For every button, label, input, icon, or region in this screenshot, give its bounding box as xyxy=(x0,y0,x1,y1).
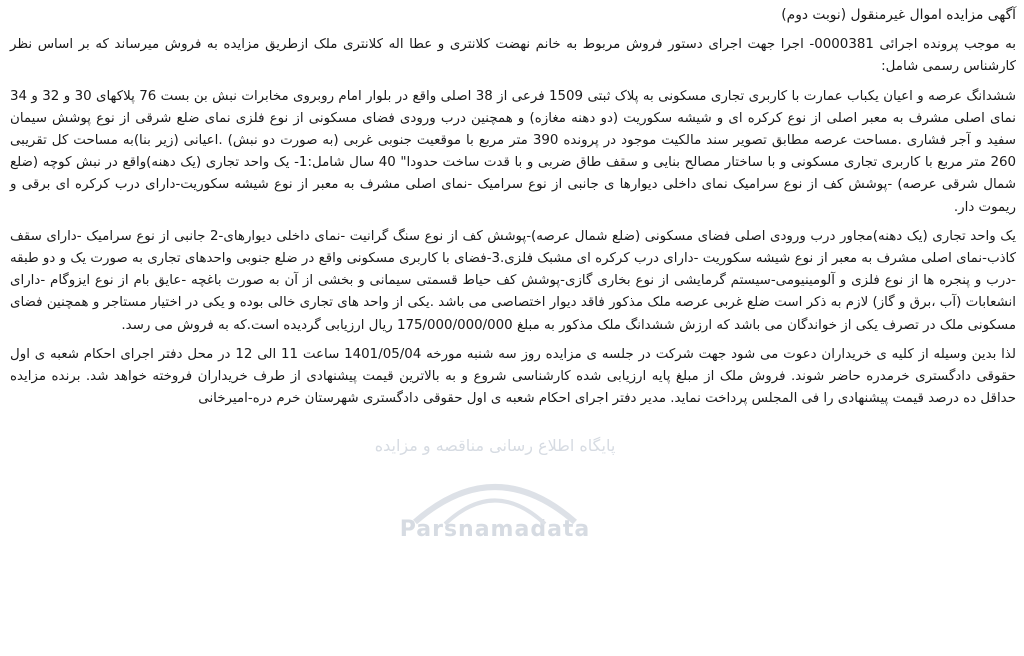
watermark-text: پایگاه اطلاع رسانی مناقصه و مزایده xyxy=(374,436,616,455)
notice-title: آگهی مزایده اموال غیرمنقول (نوبت دوم) xyxy=(781,7,1016,23)
auction-invitation-paragraph: لذا بدین وسیله از کلیه ی خریداران دعوت می شود جهت شرکت در جلسه ی مزایده روز سه شنبه مورخه 1401/05/04 ساعت 11 الی 12 در محل دفتر اجرای احکام شعبه ی اول حقوقی دادگستری خرمدره حاضر شوند. فروش ملک از مبلغ پایه ارزیابی شده کارشناسی شروع و به بالاترین قیمت پیشنهادی از طرف خریداران فروخته خواهد شد. برنده مزایده حداقل ده درصد قیمت پیشنهادی را فی المجلس پرداخت نماید. مدیر دفتر اجرای احکام شعبه ی اول حقوقی دادگستری شهرستان خرم دره-امیرخانی xyxy=(10,346,1016,407)
intro-paragraph: به موجب پرونده اجرائی 0000381- اجرا جهت اجرای دستور فروش مربوط به خانم نهضت کلانتری و عطا اله کلانتری ملک ازطریق مزایده به فروش میرساند که بر اساس نظر کارشناس رسمی شامل: xyxy=(10,37,1017,75)
watermark-brand: Parsnamadata xyxy=(399,517,591,542)
property-description-paragraph: ششدانگ عرصه و اعیان یکباب عمارت با کاربری تجاری مسکونی به پلاک ثبتی 1509 فرعی از 38 اصلی واقع در بلوار امام روبروی مخابرات نبش بن بست 76 پلاکهای 30 و 32 و 34 نمای اصلی مشرف به معبر اصلی از نوع کرکره ای و شیشه سکوریت (دو دهنه مغازه) و همچنین درب ورودی فضای مسکونی از نوع فلزی نمای ضلع شرقی از نوع پوشش سیمان سفید و آجر فشاری .مساحت عرصه مطابق تصویر سند مالکیت موجود در پرونده 390 متر مربع با موقعیت جنوبی غربی (به صورت دو نبش) .اعیانی (زیر بنا)به مساحت کل تقریبی 260 متر مربع با کاربری تجاری مسکونی و با ساختار مصالح بنایی و سقف طاق ضربی و با قدت ساخت حدودا" 40 سال شامل:1- یک واحد تجاری (یک دهنه)واقع در نبش کوچه (ضلع شمال شرقی عرصه) -پوشش کف از نوع سرامیک نمای داخلی دیوارها ی جانبی از نوع سرامیک -نمای اصلی مشرف به معبر از نوع شیشه سکوریت-دارای درب کرکره ای برقی و ریموت دار. xyxy=(10,88,1017,215)
units-description-paragraph: یک واحد تجاری (یک دهنه)مجاور درب ورودی اصلی فضای مسکونی (ضلع شمال عرصه)-پوشش کف از نوع سنگ گرانیت -نمای داخلی دیوارهای-2 جانبی از نوع سرامیک -دارای سقف کاذب-نمای اصلی مشرف به معبر از نوع شیشه سکوریت -دارای درب کرکره ای مشبک فلزی.3-فضای با کاربری مسکونی واقع در ضلع جنوبی واحدهای تجاری به صورت یک و دو طبقه -درب و پنجره ها از نوع فلزی و آلومینیومی-سیستم گرمایشی از نوع بخاری گازی-پوشش کف حیاط قسمتی سیمانی و بخشی از آن به صورت باغچه -عایق بام از نوع ایزوگام -دارای انشعابات (آب ،برق و گاز) لازم به ذکر است ضلع غربی عرصه ملک مذکور فاقد دیوار اختصاصی می باشد .یکی از واحد های تجاری خالی بوده و یکی در اختیار مستاجر و همچنین فضای مسکونی ملک در تصرف یکی از خواندگان می باشد که ارزش ششدانگ ملک مذکور به مبلغ 175/000/000/000 ریال ارزیابی گردیده است.که به فروش می رسد. xyxy=(10,228,1016,333)
